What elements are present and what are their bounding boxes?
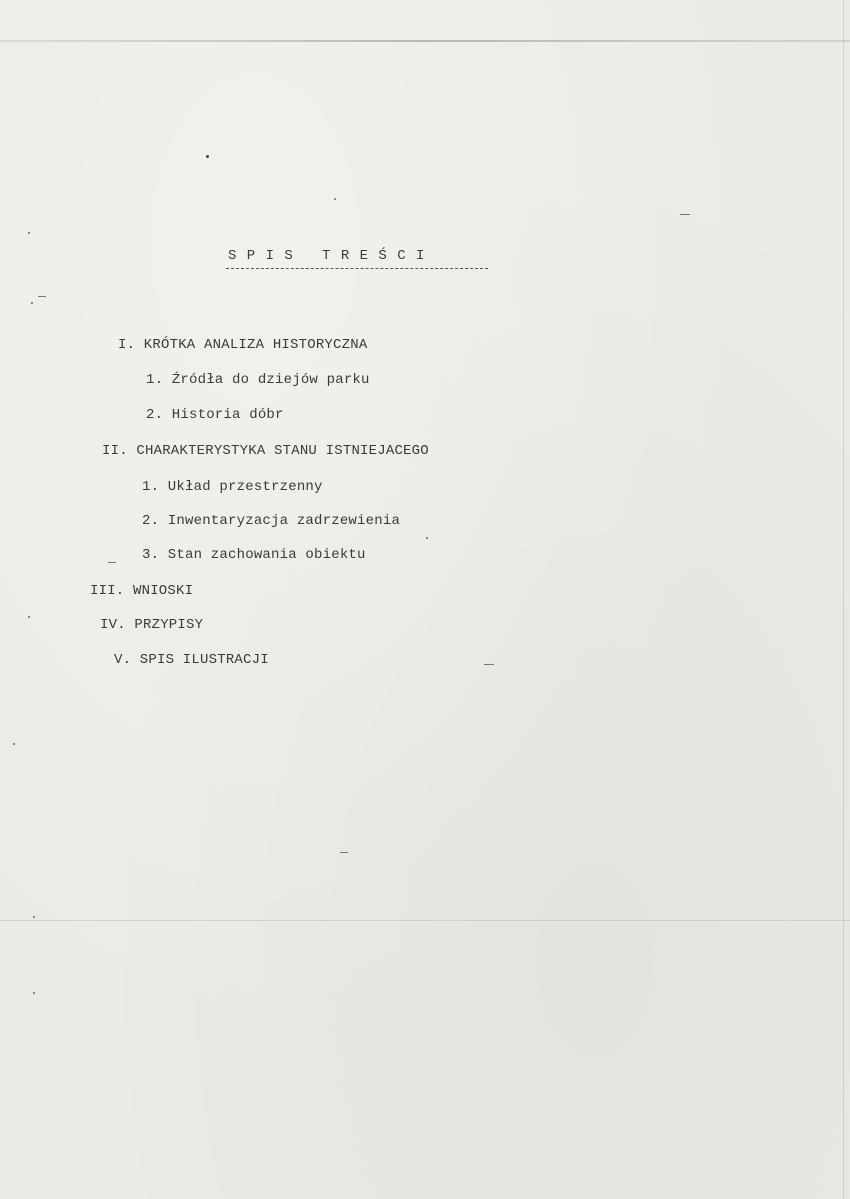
title-underline bbox=[226, 268, 488, 269]
toc-subsection-2-2: 2. Inwentaryzacja zadrzewienia bbox=[142, 513, 401, 529]
ink-speck bbox=[334, 198, 336, 200]
toc-subsection-1-1: 1. Źródła do dziejów parku bbox=[146, 372, 370, 388]
ink-mark bbox=[108, 562, 116, 563]
toc-section-2: II. CHARAKTERYSTYKA STANU ISTNIEJACEGO bbox=[102, 443, 429, 459]
toc-subsection-1-2: 2. Historia dóbr bbox=[146, 407, 284, 423]
page-title: S P I S T R E Ś C I bbox=[228, 248, 426, 264]
ink-mark bbox=[484, 664, 494, 665]
right-paper-edge bbox=[843, 0, 844, 1199]
ink-speck bbox=[206, 155, 209, 158]
ink-speck bbox=[33, 916, 35, 918]
ink-speck bbox=[33, 992, 35, 994]
toc-subsection-2-3: 3. Stan zachowania obiektu bbox=[142, 547, 366, 563]
ink-mark bbox=[38, 296, 46, 297]
ink-speck bbox=[28, 616, 30, 618]
toc-section-3: III. WNIOSKI bbox=[90, 583, 194, 599]
ink-speck bbox=[31, 302, 33, 304]
top-paper-edge bbox=[0, 40, 850, 42]
ink-mark bbox=[340, 852, 348, 853]
ink-speck bbox=[28, 232, 30, 234]
ink-speck bbox=[13, 743, 15, 745]
toc-section-5: V. SPIS ILUSTRACJI bbox=[114, 652, 269, 668]
toc-section-4: IV. PRZYPISY bbox=[100, 617, 204, 633]
ink-speck bbox=[426, 537, 428, 539]
toc-section-1: I. KRÓTKA ANALIZA HISTORYCZNA bbox=[118, 337, 368, 353]
fold-line bbox=[0, 920, 850, 921]
ink-mark bbox=[680, 214, 690, 215]
toc-subsection-2-1: 1. Układ przestrzenny bbox=[142, 479, 323, 495]
